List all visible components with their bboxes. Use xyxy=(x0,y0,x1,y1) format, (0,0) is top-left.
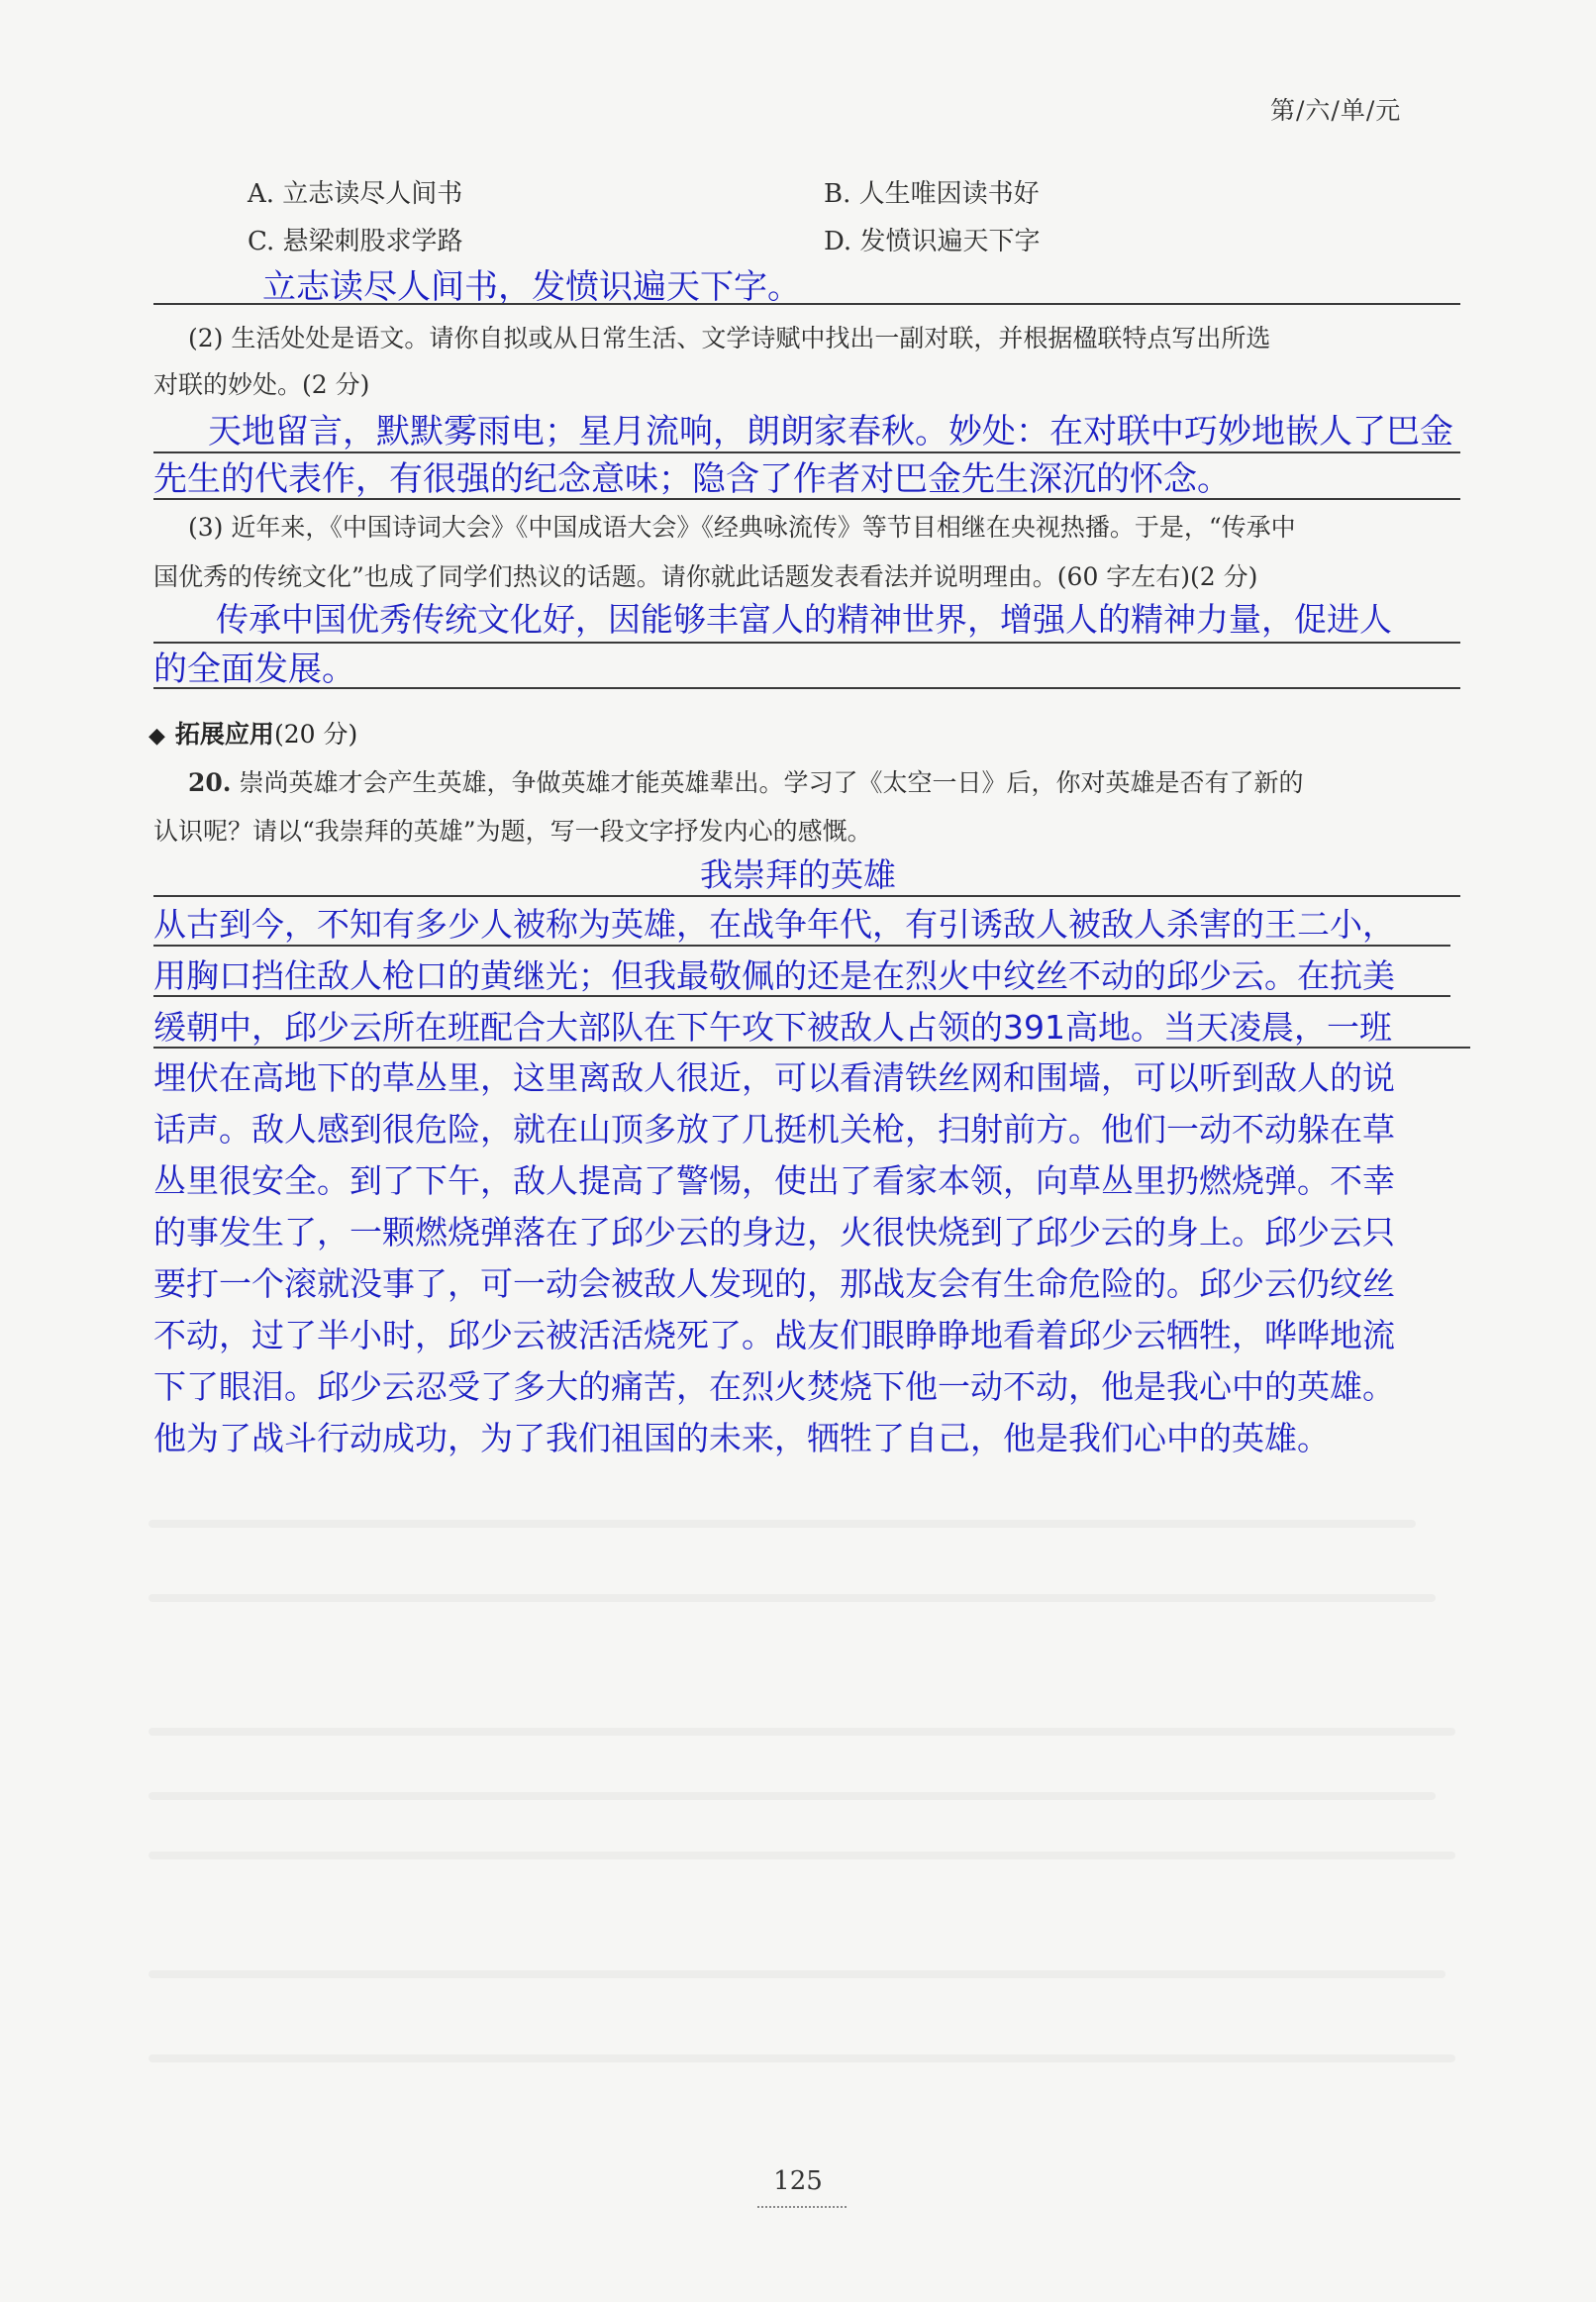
answer-line xyxy=(153,945,1450,947)
essay-line-7: 的事发生了，一颗燃烧弹落在了邱少云的身边，火很快烧到了邱少云的身上。邱少云只 xyxy=(153,1213,1395,1251)
section-heading xyxy=(149,715,357,751)
question-3-line-2: 国优秀的传统文化”也成了同学们热议的话题。请你就此话题发表看法并说明理由。(60 字左右)(2 分) xyxy=(153,562,1258,591)
question-3-line-1: (3) 近年来，《中国诗词大会》《中国成语大会》《经典咏流传》等节目相继在央视热播。于是，“传承中 xyxy=(188,513,1296,542)
answer-line xyxy=(153,303,1460,305)
essay-line-6: 丛里很安全。到了下午，敌人提高了警惕，使出了看家本领，向草丛里扔燃烧弹。不幸 xyxy=(153,1161,1395,1200)
essay-line-11: 他为了战斗行动成功，为了我们祖国的未来，牺牲了自己，他是我们心中的英雄。 xyxy=(153,1419,1330,1457)
option-c: C. 悬梁刺股求学路 xyxy=(248,227,463,256)
section-score: (20 分) xyxy=(273,720,358,749)
page-number: 125 xyxy=(773,2166,823,2196)
question-20-line-1 xyxy=(188,768,1303,798)
question-2-line-2: 对联的妙处。(2 分) xyxy=(153,370,370,399)
handwritten-essay-title: 我崇拜的英雄 xyxy=(700,855,896,894)
handwritten-answer-q3-line-2: 的全面发展。 xyxy=(153,650,355,689)
essay-line-10: 下了眼泪。邱少云忍受了多大的痛苦，在烈火焚烧下他一动不动，他是我心中的英雄。 xyxy=(153,1367,1395,1406)
option-a: A. 立志读尽人间书 xyxy=(248,179,463,209)
answer-line xyxy=(153,995,1450,997)
unit-header: 第/六/单/元 xyxy=(1270,96,1402,125)
bleed-through-mark xyxy=(149,1520,1416,1528)
essay-line-3: 缓朝中，邱少云所在班配合大部队在下午攻下被敌人占领的391高地。当天凌晨，一班 xyxy=(153,1008,1392,1047)
question-2-line-1: (2) 生活处处是语文。请你自拟或从日常生活、文学诗赋中找出一副对联，并根据楹联特点写出所选 xyxy=(188,324,1271,352)
bleed-through-mark xyxy=(149,1970,1446,1978)
diamond-icon: ◆ xyxy=(149,724,165,749)
essay-line-5: 话声。敌人感到很危险，就在山顶多放了几挺机关枪，扫射前方。他们一动不动躲在草 xyxy=(153,1110,1395,1149)
answer-line xyxy=(153,498,1460,500)
essay-line-2: 用胸口挡住敌人枪口的黄继光；但我最敬佩的还是在烈火中纹丝不动的邱少云。在抗美 xyxy=(153,956,1395,995)
essay-line-9: 不动，过了半小时，邱少云被活活烧死了。战友们眼睁睁地看着邱少云牺牲，哗哗地流 xyxy=(153,1316,1395,1354)
essay-line-1: 从古到今，不知有多少人被称为英雄，在战争年代，有引诱敌人被敌人杀害的王二小， xyxy=(153,905,1395,944)
essay-line-8: 要打一个滚就没事了，可一动会被敌人发现的，那战友会有生命危险的。邱少云仍纹丝 xyxy=(153,1264,1395,1303)
question-20-line-2: 认识呢？请以“我崇拜的英雄”为题，写一段文字抒发内心的感慨。 xyxy=(153,817,872,846)
bleed-through-mark xyxy=(149,1852,1455,1859)
answer-line xyxy=(153,1047,1470,1049)
bleed-through-mark xyxy=(149,2054,1455,2062)
bleed-through-mark xyxy=(149,1594,1436,1602)
bleed-through-mark xyxy=(149,1728,1455,1736)
bleed-through-mark xyxy=(149,1792,1436,1800)
page-number-underline xyxy=(757,2206,847,2208)
essay-line-4: 埋伏在高地下的草丛里，这里离敌人很近，可以看清铁丝网和围墙，可以听到敌人的说 xyxy=(153,1058,1395,1097)
section-title: 拓展应用 xyxy=(174,720,274,749)
answer-line xyxy=(153,687,1460,689)
handwritten-answer-q1: 立志读尽人间书，发愤识遍天下字。 xyxy=(262,267,801,307)
option-b: B. 人生唯因读书好 xyxy=(824,179,1040,209)
question-20-number: 20. xyxy=(188,768,232,797)
question-20-prompt-1: 崇尚英雄才会产生英雄，争做英雄才能英雄辈出。学习了《太空一日》后，你对英雄是否有了新的 xyxy=(239,768,1304,797)
handwritten-answer-q2-line-2: 先生的代表作，有很强的纪念意味；隐含了作者对巴金先生深沉的怀念。 xyxy=(153,459,1231,499)
option-d: D. 发愤识遍天下字 xyxy=(824,227,1041,256)
handwritten-answer-q3-line-1: 传承中国优秀传统文化好，因能够丰富人的精神世界，增强人的精神力量，促进人 xyxy=(216,600,1392,639)
handwritten-answer-q2-line-1: 天地留言，默默雾雨电；星月流响，朗朗家春秋。妙处：在对联中巧妙地嵌人了巴金 xyxy=(208,412,1453,451)
answer-line xyxy=(153,895,1460,897)
